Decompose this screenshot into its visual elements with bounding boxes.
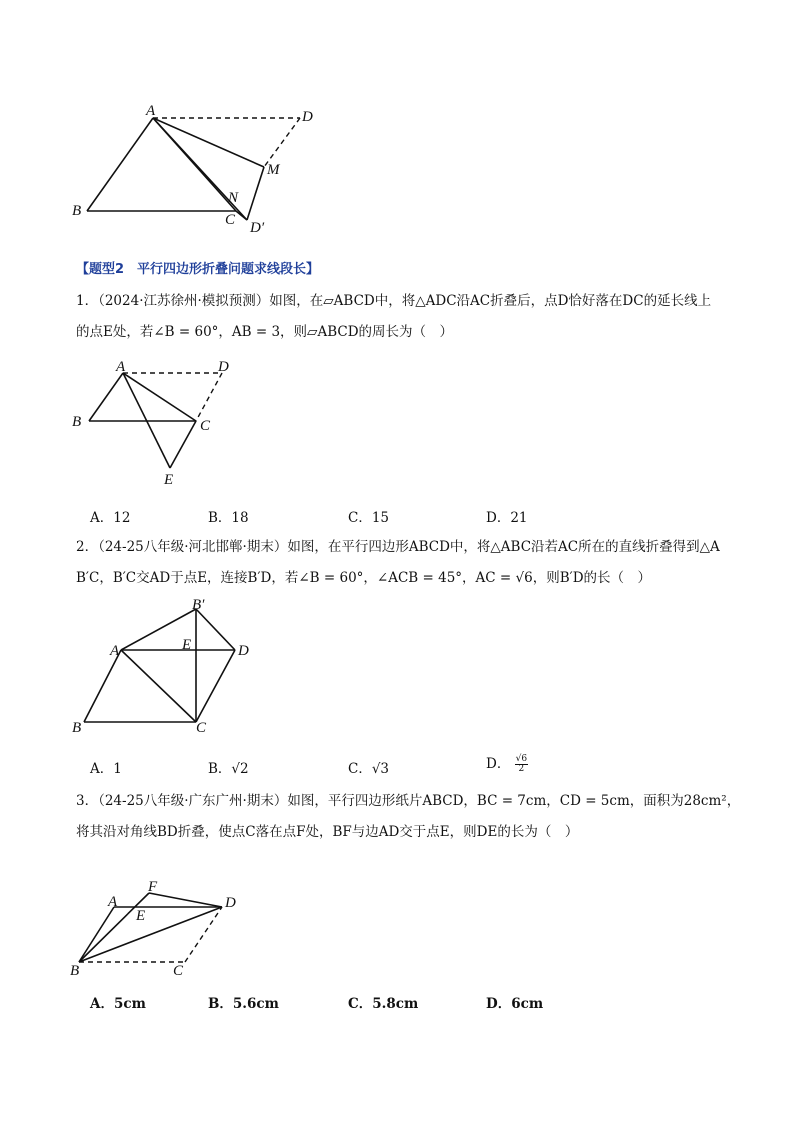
q3-label-b: B [70,963,80,979]
q1-label-a: A [116,359,126,375]
q1-option-c[interactable]: C．15 [348,510,390,526]
label-n: N [228,190,239,206]
q3-label-d: D [225,895,236,911]
q2-label-d: D [238,643,249,659]
q1-option-b[interactable]: B．18 [208,510,249,526]
q2-option-d[interactable] [486,752,528,774]
q1-label-b: B [72,414,82,430]
label-c: C [225,212,236,228]
question-1-line-1: 1．（2024·江苏徐州·模拟预测）如图，在▱ABCD中，将△ADC沿AC折叠后，点D恰好落在DC的延长线上 [76,293,712,309]
q2-option-c[interactable]: C．√3 [348,761,390,777]
q3-label-f: F [148,879,158,895]
q2-label-c: C [196,720,207,736]
figure-question-3 [60,875,250,985]
q3-label-c: C [173,963,184,979]
q2-option-a[interactable]: A．1 [90,761,122,777]
q3-option-b[interactable]: B．5.6cm [208,996,279,1012]
figure-question-2 [60,595,270,740]
label-d: D [302,109,313,125]
q3-option-c[interactable]: C．5.8cm [348,996,419,1012]
section-heading: 【题型2 平行四边形折叠问题求线段长】 [76,262,320,277]
q2-label-e: E [182,637,192,653]
q2-option-b[interactable]: B．√2 [208,761,249,777]
q2-label-b-prime: B′ [192,597,205,613]
q3-label-a: A [108,894,118,910]
question-3-line-2: 将其沿对角线BD折叠，使点C落在点F处，BF与边AD交于点E，则DE的长为（ ） [76,824,579,840]
q2-label-a: A [110,643,120,659]
q2-option-d-label: D． [486,756,511,772]
q1-label-e: E [164,472,174,488]
question-2-line-2: B′C，B′C交AD于点E，连接B′D，若∠B = 60°，∠ACB = 45°，AC = √6，则B′D的长（ ） [76,570,652,586]
fraction-denominator: 2 [518,764,525,774]
question-1-line-2: 的点E处，若∠B = 60°，AB = 3，则▱ABCD的周长为（ ） [76,324,454,340]
q1-label-c: C [200,418,211,434]
q3-option-a[interactable]: A．5cm [90,996,146,1012]
q1-option-a[interactable]: A．12 [90,510,131,526]
label-b: B [72,203,82,219]
label-m: M [267,162,280,178]
figure-question-1 [60,355,260,490]
fraction-numerator: √6 [515,754,528,764]
q3-option-d[interactable]: D．6cm [486,996,544,1012]
q1-label-d: D [218,359,229,375]
question-3-line-1: 3．（24-25八年级·广东广州·期末）如图，平行四边形纸片ABCD，BC = 7cm，CD = 5cm，面积为28cm²， [76,793,741,809]
q3-label-e: E [136,908,146,924]
figure-fold-amn [60,98,340,243]
q2-label-b: B [72,720,82,736]
label-a: A [146,103,156,119]
label-d-prime: D′ [250,220,265,236]
question-2-line-1: 2．（24-25八年级·河北邯郸·期末）如图，在平行四边形ABCD中，将△ABC沿若AC所在的直线折叠得到△A [76,539,720,555]
q2-option-d-fraction [515,755,528,774]
q1-option-d[interactable]: D．21 [486,510,528,526]
